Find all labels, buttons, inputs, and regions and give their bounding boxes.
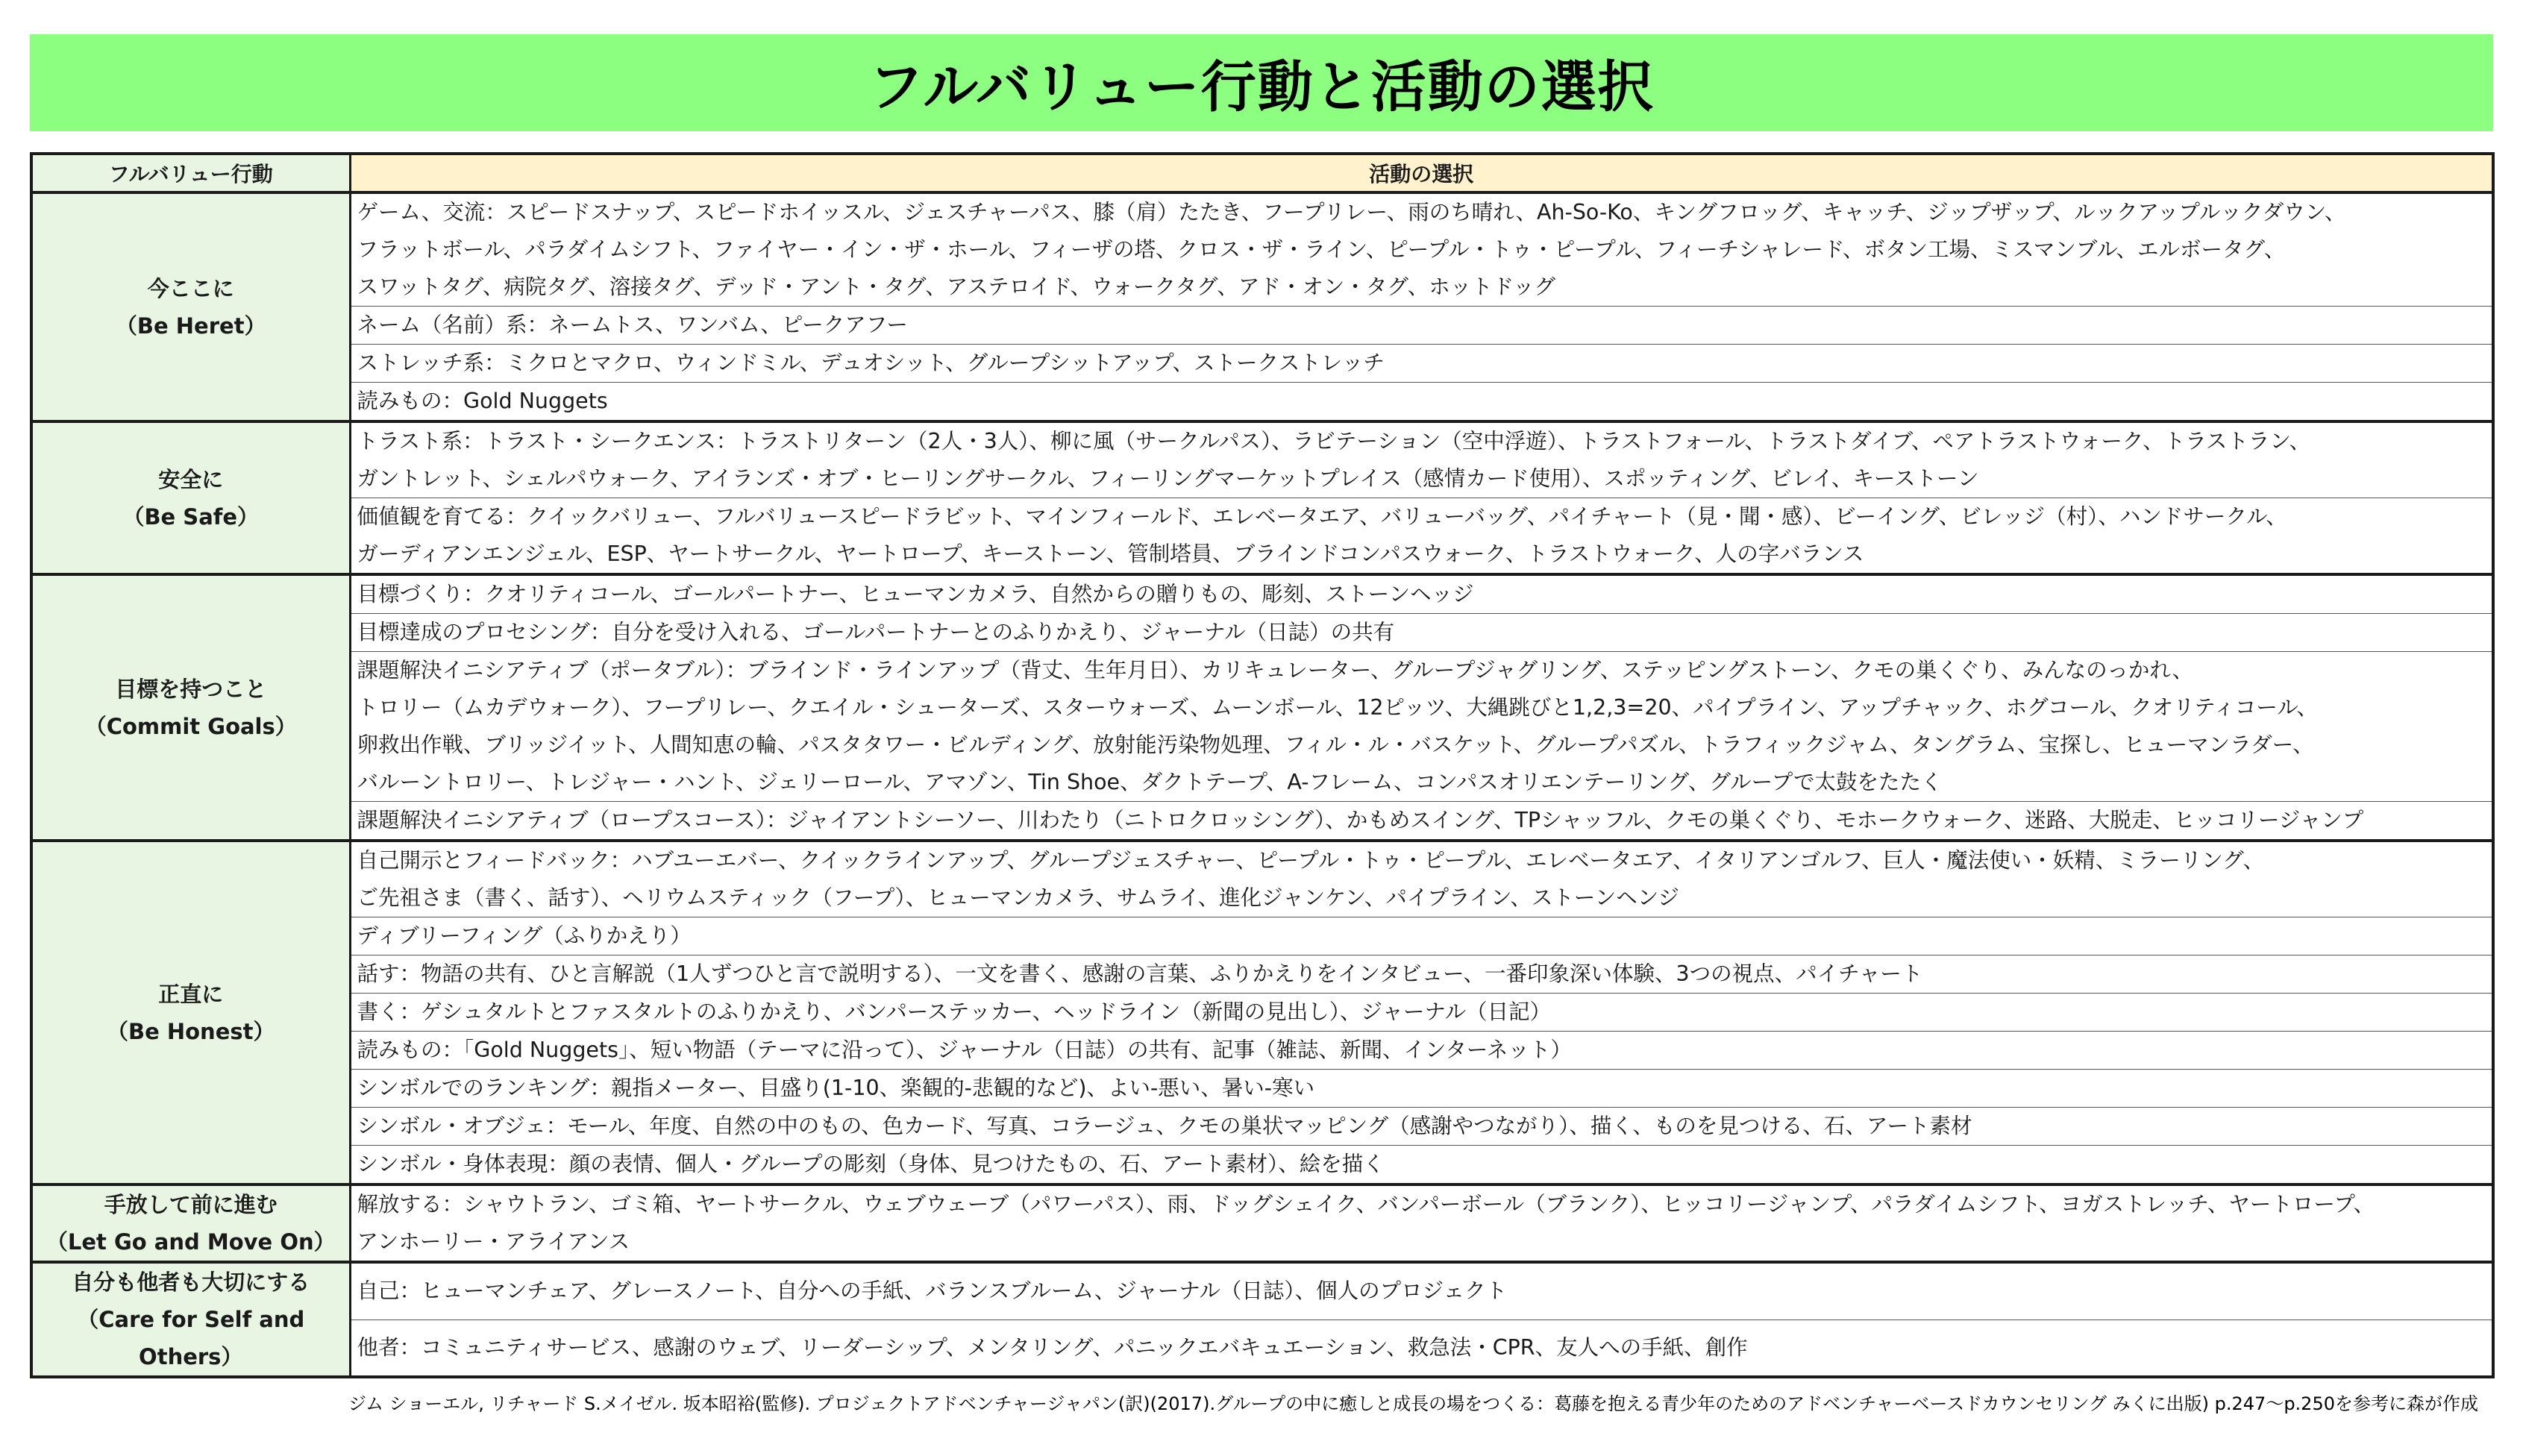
activity-cell (350, 802, 2493, 841)
citation: ジム ショーエル, リチャード S.メイゼル. 坂本昭裕(監修). プロジェクトアドベンチャージャパン(訳)(2017).グループの中に癒しと成長の場をつくる：葛藤を抱える青少年のためのアドベンチャーベースドカウンセリング みくに出版) p.247〜p.250を参考に森が作成 (348, 1393, 2478, 1414)
activity-line: ゲーム、交流：スピードスナップ、スピードホイッスル、ジェスチャーパス、膝（肩）たたき、フープリレー、雨のち晴れ、Ah-So-Ko、キングフロッグ、キャッチ、ジップザップ、ルックアップルックダウン、 (357, 200, 2346, 225)
table-row (31, 1320, 2493, 1377)
activity-line: シンボルでのランキング：親指メーター、目盛り(1-10、楽観的-悲観的など)、よい-悪い、暑い-寒い (357, 1076, 1315, 1100)
activity-line: 課題解決イニシアティブ（ロープスコース）：ジャイアントシーソー、川わたり（ニトロクロッシング）、かもめスイング、TPシャッフル、クモの巣くぐり、モホークウォーク、迷路、大脱走、ヒッコリージャンプ (357, 808, 2364, 832)
activity-cell (350, 994, 2493, 1032)
category-jp-label: 手放して前に進む (104, 1192, 278, 1217)
activity-line: 自己開示とフィードバック：ハブユーエバー、クイックラインアップ、グループジェスチャー、ピープル・トゥ・ピープル、エレベータエア、イタリアンゴルフ、巨人・魔法使い・妖精、ミラーリング、 (357, 848, 2265, 873)
table-row (31, 841, 2493, 917)
activity-line: ネーム（名前）系：ネームトス、ワンバム、ピークアフー (357, 313, 908, 337)
table-row (31, 383, 2493, 422)
activity-cell (350, 956, 2493, 994)
table-row (31, 1146, 2493, 1185)
category-cell (31, 574, 350, 841)
activity-line: シンボル・オブジェ：モール、年度、自然の中のもの、色カード、写真、コラージュ、クモの巣状マッピング（感謝やつながり）、描く、ものを見つける、石、アート素材 (357, 1114, 1972, 1138)
table-row (31, 1070, 2493, 1108)
activity-line: 他者：コミュニティサービス、感謝のウェブ、リーダーシップ、メンタリング、パニックエバキュエーション、救急法・CPR、友人への手紙、創作 (357, 1334, 1748, 1360)
table-row (31, 956, 2493, 994)
activity-line: 書く：ゲシュタルトとファスタルトのふりかえり、バンパーステッカー、ヘッドライン（新聞の見出し）、ジャーナル（日記） (357, 1000, 1552, 1024)
activity-cell (350, 841, 2493, 917)
page-title: フルバリュー行動と活動の選択 (868, 55, 1655, 119)
category-jp-label: 安全に (158, 466, 224, 492)
activity-line: 卵救出作戦、ブリッジイット、人間知恵の輪、パスタタワー・ビルディング、放射能汚染物処理、フィル・ル・バスケット、グループパズル、トラフィックジャム、タングラム、宝探し、ヒューマンラダー、 (357, 732, 2314, 757)
activity-cell (350, 1070, 2493, 1108)
category-en-label: （Be Honest） (106, 1018, 275, 1044)
activity-cell (350, 574, 2493, 614)
category-cell (31, 421, 350, 574)
category-en-label: （Be Heret） (115, 313, 266, 339)
activity-cell (350, 1108, 2493, 1146)
header-activity-selection: 活動の選択 (350, 154, 2493, 192)
activity-cell (350, 1320, 2493, 1377)
activity-line: スワットタグ、病院タグ、溶接タグ、デッド・アント・タグ、アステロイド、ウォークタグ、アド・オン・タグ、ホットドッグ (357, 274, 1556, 299)
table-row (31, 574, 2493, 614)
category-en-label: （Care for Self and Others） (77, 1307, 305, 1369)
activity-line: 目標達成のプロセシング：自分を受け入れる、ゴールパートナーとのふりかえり、ジャーナル（日誌）の共有 (357, 620, 1395, 644)
category-jp-label: 目標を持つこと (115, 676, 267, 702)
activity-cell (350, 345, 2493, 383)
category-cell (31, 1262, 350, 1377)
activity-line: トラスト系：トラスト・シークエンス：トラストリターン（2人・3人）、柳に風（サークルパス）、ラビテーション（空中浮遊）、トラストフォール、トラストダイブ、ペアトラストウォーク、トラストラン、 (357, 429, 2311, 454)
activity-line: フラットボール、パラダイムシフト、ファイヤー・イン・ザ・ホール、フィーザの塔、クロス・ザ・ライン、ピープル・トゥ・ピープル、フィーチシャレード、ボタン工場、ミスマンブル、エルボータグ、 (357, 237, 2286, 262)
activity-cell (350, 614, 2493, 652)
activity-cell (350, 307, 2493, 345)
table-row (31, 1032, 2493, 1070)
table-header-row (31, 154, 2493, 192)
category-jp-label: 自分も他者も大切にする (72, 1270, 310, 1295)
activity-line: 読みもの：「Gold Nuggets」、短い物語（テーマに沿って）、ジャーナル（日誌）の共有、記事（雑誌、新聞、インターネット） (357, 1038, 1572, 1062)
category-en-label: （Be Safe） (122, 503, 260, 530)
activity-line: アンホーリー・アライアンス (357, 1229, 630, 1254)
category-en-label: （Commit Goals） (84, 713, 297, 739)
category-jp-label: 今ここに (147, 275, 234, 301)
header-full-value-action: フルバリュー行動 (31, 154, 350, 192)
activity-cell (350, 1032, 2493, 1070)
table-row (31, 421, 2493, 498)
category-en-label: （Let Go and Move On） (46, 1229, 336, 1255)
table-row (31, 192, 2493, 307)
category-jp-label: 正直に (158, 981, 224, 1007)
activity-line: シンボル・身体表現：顔の表情、個人・グループの彫刻（身体、見つけたもの、石、アート素材）、絵を描く (357, 1152, 1385, 1176)
table-row (31, 1184, 2493, 1262)
table-row (31, 802, 2493, 841)
category-cell (31, 1184, 350, 1262)
activity-line: 話す：物語の共有、ひと言解説（1人ずつひと言で説明する）、一文を書く、感謝の言葉、ふりかえりをインタビュー、一番印象深い体験、3つの視点、パイチャート (357, 961, 1923, 986)
table-row (31, 345, 2493, 383)
activity-line: 自己：ヒューマンチェア、グレースノート、自分への手紙、バランスブルーム、ジャーナル（日誌）、個人のプロジェクト (357, 1278, 1508, 1304)
activity-line: ディブリーフィング（ふりかえり） (357, 923, 692, 948)
title-banner (30, 34, 2493, 131)
activity-line: 目標づくり：クオリティコール、ゴールパートナー、ヒューマンカメラ、自然からの贈りもの、彫刻、ストーンヘッジ (357, 582, 1474, 606)
table-row (31, 917, 2493, 956)
activity-line: 課題解決イニシアティブ（ポータブル）：ブラインド・ラインアップ（背丈、生年月日）、カリキュレーター、グループジャグリング、ステッピングストーン、クモの巣くぐり、みんなのっかれ、 (357, 658, 2194, 682)
activity-cell (350, 1146, 2493, 1185)
activity-cell (350, 192, 2493, 307)
activity-line: 読みもの：Gold Nuggets (357, 389, 608, 413)
activity-line: ストレッチ系：ミクロとマクロ、ウィンドミル、デュオシット、グループシットアップ、ストークストレッチ (357, 351, 1385, 375)
category-cell (31, 841, 350, 1184)
activity-line: 価値観を育てる：クイックバリュー、フルバリュースピードラビット、マインフィールド、エレベータエア、バリューバッグ、パイチャート（見・聞・感）、ビーイング、ビレッジ（村）、ハンドサークル、 (357, 504, 2287, 529)
activity-cell (350, 383, 2493, 422)
activity-line: ご先祖さま（書く、話す）、ヘリウムスティック（フープ）、ヒューマンカメラ、サムライ、進化ジャンケン、パイプライン、ストーンヘンジ (357, 885, 1680, 910)
activity-line: ガーディアンエンジェル、ESP、ヤートサークル、ヤートロープ、キーストーン、管制塔員、ブラインドコンパスウォーク、トラストウォーク、人の字バランス (357, 542, 1864, 566)
activity-line: 解放する：シャウトラン、ゴミ箱、ヤートサークル、ウェブウェーブ（パワーパス）、雨、ドッグシェイク、バンパーボール（ブランク）、ヒッコリージャンプ、パラダイムシフト、ヨガストレッチ、ヤートロープ、 (357, 1192, 2375, 1217)
table-body (31, 192, 2493, 1377)
table-row (31, 652, 2493, 802)
activity-cell (350, 498, 2493, 575)
table-row (31, 614, 2493, 652)
table-row (31, 1108, 2493, 1146)
category-cell (31, 192, 350, 421)
activity-table (30, 152, 2495, 1378)
table-row (31, 1262, 2493, 1320)
activity-line: バルーントロリー、トレジャー・ハント、ジェリーロール、アマゾン、Tin Shoe、ダクトテープ、A-フレーム、コンパスオリエンテーリング、グループで太鼓をたたく (357, 770, 1943, 794)
activity-cell (350, 1184, 2493, 1262)
table-row (31, 498, 2493, 575)
activity-line: トロリー（ムカデウォーク）、フープリレー、クエイル・シューターズ、スターウォーズ、ムーンボール、12ピッツ、大縄跳びと1,2,3=20、パイプライン、アップチャック、ホグコール、クオリティコール、 (357, 695, 2318, 720)
activity-line: ガントレット、シェルパウォーク、アイランズ・オブ・ヒーリングサークル、フィーリングマーケットプレイス（感情カード使用）、スポッティング、ビレイ、キーストーン (357, 466, 1979, 491)
table-row (31, 994, 2493, 1032)
activity-cell (350, 421, 2493, 498)
activity-cell (350, 652, 2493, 802)
activity-cell (350, 917, 2493, 956)
activity-cell (350, 1262, 2493, 1320)
table-row (31, 307, 2493, 345)
